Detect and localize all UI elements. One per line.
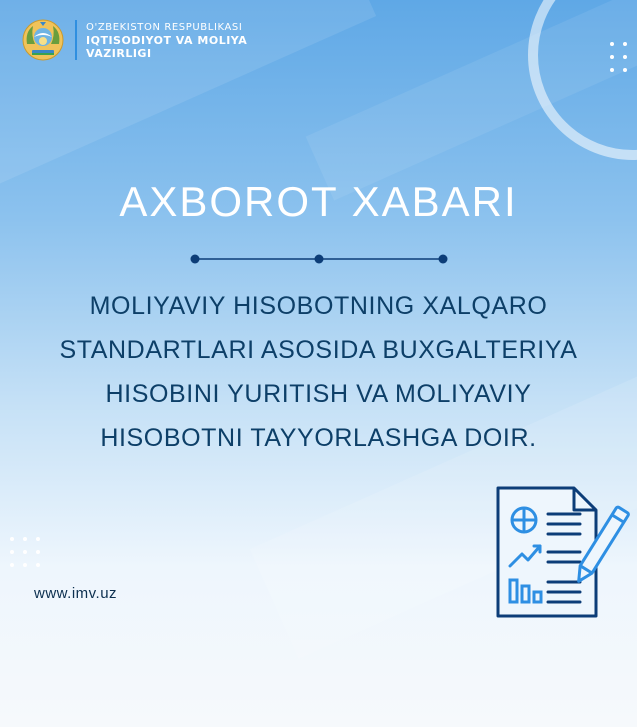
decorative-dots	[10, 537, 40, 567]
ministry-name-block	[86, 21, 247, 60]
ministry-header	[21, 18, 247, 62]
ministry-country: O'ZBEKISTON RESPUBLIKASI	[86, 21, 243, 33]
page-title: AXBOROT XABARI	[119, 178, 518, 225]
ministry-name-line: IQTISODIYOT VA MOLIYA	[86, 33, 248, 47]
announcement-text	[30, 284, 607, 460]
header-divider	[75, 20, 77, 60]
decorative-dots	[610, 42, 627, 72]
ministry-name-line: VAZIRLIGI	[86, 46, 152, 60]
announcement-line: MOLIYAVIY HISOBOTNING XALQARO	[89, 292, 548, 320]
title-divider	[189, 253, 449, 265]
financial-report-icon	[490, 484, 630, 624]
website-url: www.imv.uz	[34, 585, 118, 602]
announcement-line: STANDARTLARI ASOSIDA BUXGALTERIYA	[59, 336, 578, 364]
announcement-line: HISOBINI YURITISH VA MOLIYAVIY	[105, 380, 532, 408]
announcement-line: HISOBOTNI TAYYORLASHGA DOIR.	[100, 424, 537, 452]
state-emblem-icon	[21, 18, 65, 62]
decorative-ring	[528, 0, 637, 160]
